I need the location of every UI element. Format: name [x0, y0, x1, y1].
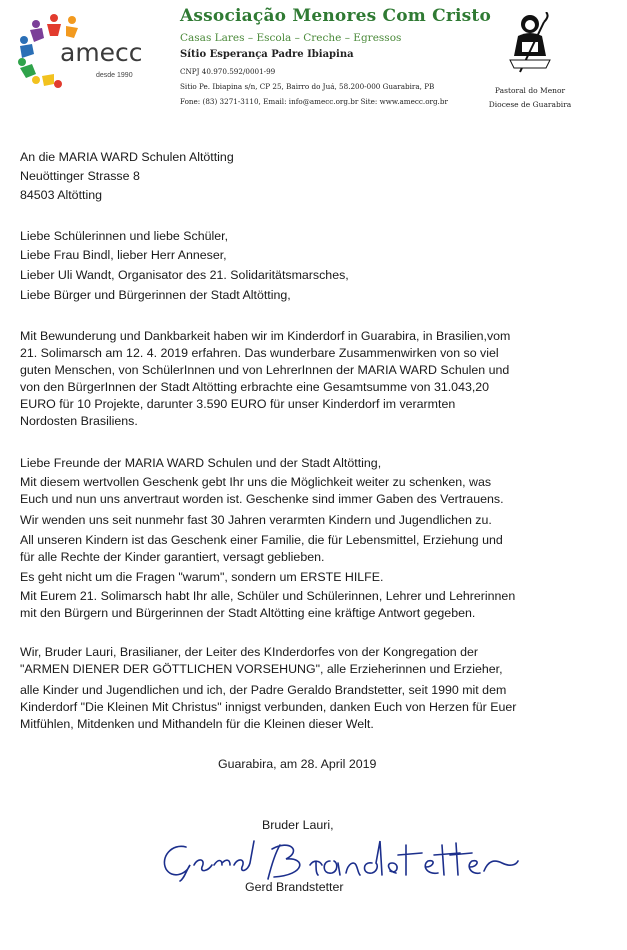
paragraph-line: Wir wenden uns seit nunmehr fast 30 Jahren verarmten Kindern und Jugendlichen zu.: [20, 513, 492, 527]
date-line: Guarabira, am 28. April 2019: [218, 757, 377, 771]
letterhead: [0, 0, 627, 110]
address-line: An die MARIA WARD Schulen Altötting: [20, 150, 234, 164]
paragraph-line: All unseren Kindern ist das Geschenk einer Familie, die für Lebensmittel, Erziehung und: [20, 533, 503, 547]
paragraph-line: Mitfühlen, Mitdenken und Mithandeln für die Kleinen dieser Welt.: [20, 717, 374, 731]
org-contact: Fone: (83) 3271-3110, Email: info@amecc.org.br Site: www.amecc.org.br: [180, 97, 448, 106]
paragraph-line: von den BürgerInnen der Stadt Altötting erbrachte eine Gesamtsumme von 31.043,20: [20, 380, 490, 394]
paragraph-line: Nordosten Brasiliens.: [20, 414, 138, 428]
paragraph-line: EURO für 10 Projekte, darunter 3.590 EURO für unser Kinderdorf im verarmten: [20, 397, 456, 411]
paragraph-line: Wir, Bruder Lauri, Brasilianer, der Leiter des KInderdorfes von der Kongregation der: [20, 645, 479, 659]
signer-name: Gerd Brandstetter: [245, 880, 344, 894]
salutation-line: Liebe Freunde der MARIA WARD Schulen und der Stadt Altötting,: [20, 456, 382, 470]
org-address: Sitio Pe. Ibiapina s/n, CP 25, Bairro do Juá, 58.200-000 Guarabira, PB: [180, 82, 435, 91]
signature-text: Gerd Brandstetter: [150, 883, 158, 884]
paragraph-line: für alle Rechte der Kinder garantiert, versagt geblieben.: [20, 550, 325, 564]
signature-image: [150, 835, 520, 885]
greeting-line: Liebe Bürger und Bürgerinnen der Stadt Altötting,: [20, 288, 291, 302]
handwritten-signature: [150, 835, 520, 885]
paragraph-line: mit den Bürgern und Bürgerinnen der Stadt Altötting eine kräftige Antwort gegeben.: [20, 606, 476, 620]
paragraph-line: Euch und nun uns anvertraut worden ist. Geschenke sind immer Gaben des Vertrauens.: [20, 492, 504, 506]
paragraph-line: 21. Solimarsch am 12. 4. 2019 erfahren. Das wunderbare Zusammenwirken von so viel: [20, 346, 499, 360]
org-cnpj: CNPJ 40.970.592/0001-99: [180, 67, 276, 76]
pastoral-label: Pastoral do Menor: [494, 86, 566, 95]
closing-name: Bruder Lauri,: [262, 818, 334, 832]
shepherd-icon: [508, 12, 552, 74]
logo-since: desde 1990: [96, 72, 133, 79]
greeting-line: Liebe Schülerinnen und liebe Schüler,: [20, 229, 229, 243]
address-line: Neuöttinger Strasse 8: [20, 169, 140, 183]
paragraph-line: Mit Bewunderung und Dankbarkeit haben wir im Kinderdorf in Guarabira, in Brasilien,vom: [20, 329, 511, 343]
paragraph-line: Mit Eurem 21. Solimarsch habt Ihr alle, Schüler und Schülerinnen, Lehrer und Lehrerinnen: [20, 589, 516, 603]
logo-wordmark: amecc: [60, 38, 143, 67]
paragraph-line: Es geht nicht um die Fragen "warum", sondern um ERSTE HILFE.: [20, 570, 384, 584]
paragraph-line: guten Menschen, von SchülerInnen und von LehrerInnen der MARIA WARD Schulen und: [20, 363, 510, 377]
org-sitio: Sítio Esperança Padre Ibiapina: [180, 49, 354, 60]
greeting-line: Lieber Uli Wandt, Organisator des 21. Solidaritätsmarsches,: [20, 268, 349, 282]
greeting-line: Liebe Frau Bindl, lieber Herr Anneser,: [20, 248, 227, 262]
address-line: 84503 Altötting: [20, 188, 102, 202]
org-name: Associação Menores Com Cristo: [180, 6, 491, 26]
paragraph-line: Kinderdorf "Die Kleinen Mit Christus" innigst verbunden, danken Euch von Herzen für Euer: [20, 700, 517, 714]
paragraph-line: "ARMEN DIENER DER GÖTTLICHEN VORSEHUNG", alle Erzieherinnen und Erzieher,: [20, 662, 503, 676]
org-tagline: Casas Lares – Escola – Creche – Egressos: [180, 32, 402, 44]
diocese-label: Diocese de Guarabira: [488, 100, 572, 109]
amecc-logo: [14, 10, 144, 90]
paragraph-line: alle Kinder und Jugendlichen und ich, der Padre Geraldo Brandstetter, seit 1990 mit dem: [20, 683, 507, 697]
paragraph-line: Mit diesem wertvollen Geschenk gebt Ihr uns die Möglichkeit weiter zu schenken, was: [20, 475, 492, 489]
